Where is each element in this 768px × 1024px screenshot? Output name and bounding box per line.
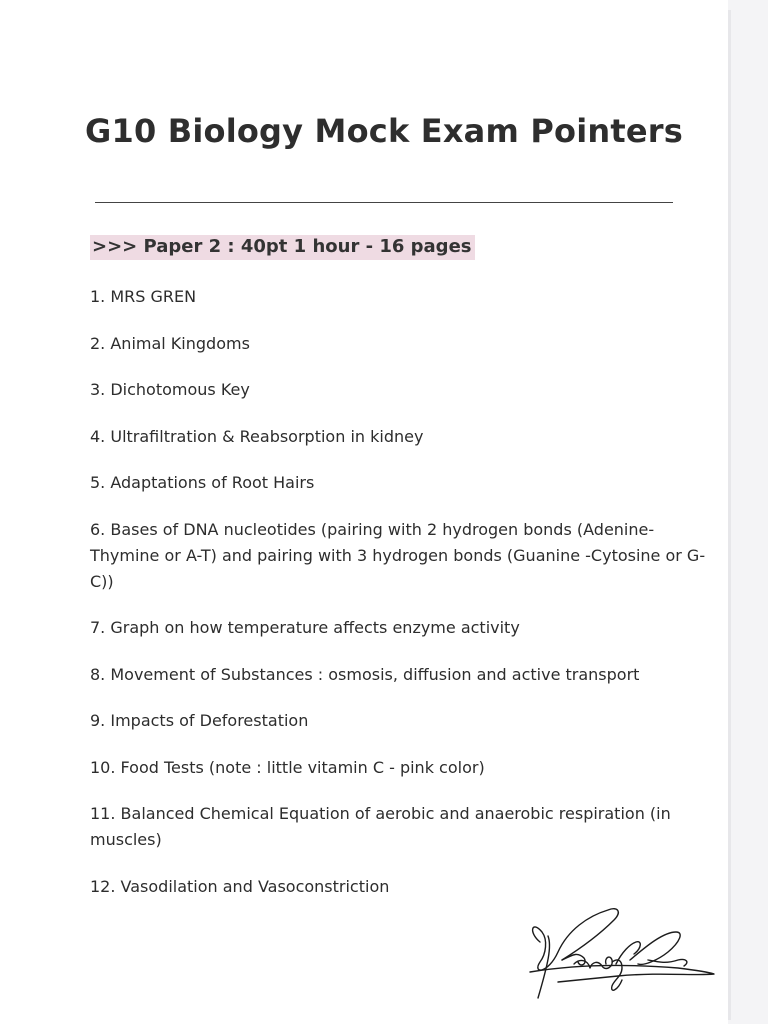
list-item: 1. MRS GREN — [90, 287, 197, 306]
list-item: 10. Food Tests (note : little vitamin C - pink color) — [90, 757, 485, 777]
list-item: 8. Movement of Substances : osmosis, diffusion and active transport — [90, 664, 640, 684]
handwritten-signature-icon — [518, 902, 718, 1006]
page-side-margin — [728, 0, 768, 1024]
list-item: 11. Balanced Chemical Equation of aerobic and anaerobic respiration (in muscles) — [90, 804, 671, 849]
section-heading-paper-2: >>> Paper 2 : 40pt 1 hour - 16 pages — [90, 235, 475, 260]
list-item: 3. Dichotomous Key — [90, 380, 250, 399]
list-item: 12. Vasodilation and Vasoconstriction — [90, 876, 390, 896]
list-item: 4. Ultrafiltration & Reabsorption in kidney — [90, 426, 424, 446]
list-item: 9. Impacts of Deforestation — [90, 711, 309, 730]
title-divider — [95, 202, 673, 203]
page-edge — [728, 10, 731, 1020]
pointer-list — [90, 284, 710, 920]
page-title: G10 Biology Mock Exam Pointers — [85, 112, 683, 150]
list-item: 6. Bases of DNA nucleotides (pairing with 2 hydrogen bonds (Adenine-Thymine or A-T) and pairing with 3 hydrogen bonds (Guanine -Cytosine or G-C)) — [90, 519, 706, 591]
list-item: 2. Animal Kingdoms — [90, 333, 250, 353]
list-item: 7. Graph on how temperature affects enzyme activity — [90, 618, 520, 637]
list-item: 5. Adaptations of Root Hairs — [90, 473, 315, 492]
